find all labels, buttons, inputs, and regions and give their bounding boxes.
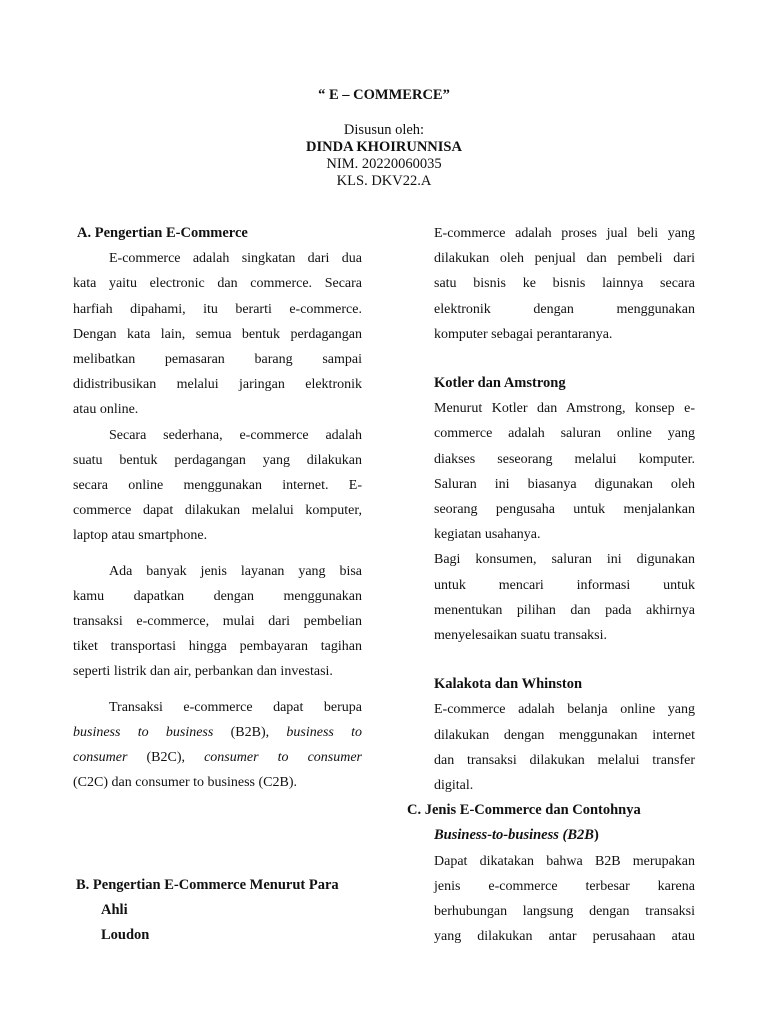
prepared-by: Disusun oleh:: [343, 122, 425, 138]
kotler-p1-line: Menurut Kotler dan Amstrong, konsep e-: [434, 401, 695, 417]
author-name: DINDA KHOIRUNNISA: [306, 139, 462, 155]
student-nim: NIM. 20220060035: [326, 156, 442, 172]
right-column: [407, 221, 695, 949]
section-b: [76, 873, 366, 949]
loudon-def-line: E-commerce adalah proses jual beli yang: [434, 226, 695, 241]
kalakota-line: dilakukan dengan menggunakan internet: [434, 727, 695, 743]
b2b-line: Dapat dikatakan bahwa B2B merupakan: [434, 853, 695, 869]
b2c-term-a: business to: [286, 724, 363, 740]
para-a2-line: Secara sederhana, e-commerce adalah: [109, 427, 362, 443]
kotler-p2-line: untuk mencari informasi untuk: [434, 577, 695, 593]
para-a4-line: Transaksi e-commerce dapat berupa: [109, 699, 362, 715]
kotler-p1-line: Saluran ini biasanya digunakan oleh: [434, 476, 695, 492]
b2b-heading-paren: ): [593, 827, 599, 844]
kotler-p1-line: kegiatan usahanya.: [434, 527, 541, 543]
student-class: KLS. DKV22.A: [336, 173, 432, 189]
para-a3-line: seperti listrik dan air, perbankan dan investasi.: [73, 664, 333, 680]
b2b-term: business to business: [73, 724, 214, 740]
b2b-line: jenis e-commerce terbesar karena: [434, 878, 695, 894]
para-a2-line: suatu bentuk perdagangan yang dilakukan: [73, 452, 362, 468]
para-a4-line: (C2C) dan consumer to business (C2B).: [73, 775, 297, 791]
c2c-term: consumer to consumer: [204, 750, 363, 766]
kalakota-line: digital.: [434, 778, 474, 794]
para-a1-line: didistribusikan melalui jaringan elektronik: [73, 377, 362, 393]
loudon-def-line: komputer sebagai perantaranya.: [434, 326, 613, 342]
para-a2-line: commerce dapat dilakukan melalui komputer,: [73, 503, 362, 519]
para-a3-line: tiket transportasi hingga pembayaran tagihan: [73, 639, 362, 655]
section-c-heading: C. Jenis E-Commerce dan Contohnya: [407, 802, 641, 819]
kotler-p1-line: diakses seseorang melalui komputer.: [434, 451, 695, 467]
b2b-line: berhubungan langsung dengan transaksi: [434, 904, 695, 920]
b2c-term-b: consumer: [73, 750, 128, 766]
section-a-heading: A. Pengertian E-Commerce: [77, 225, 248, 241]
para-a1-line: harfiah dipahami, itu berarti e-commerce.: [73, 301, 362, 317]
kotler-p2-line: Bagi konsumen, saluran ini digunakan: [434, 552, 695, 568]
para-a2-line: laptop atau smartphone.: [73, 528, 208, 544]
para-a1-line: E-commerce adalah singkatan dari dua: [109, 251, 362, 267]
para-a3-line: kamu dapatkan dengan menggunakan: [73, 588, 362, 604]
kalakota-line: E-commerce adalah belanja online yang: [434, 702, 695, 718]
kotler-heading: Kotler dan Amstrong: [434, 375, 566, 392]
left-column: [73, 221, 362, 795]
b2b-heading: [434, 823, 695, 848]
para-a3-line: Ada banyak jenis layanan yang bisa: [109, 563, 362, 579]
para-a1-line: Dengan kata lain, semua bentuk perdagangan: [73, 326, 362, 342]
kotler-p2-line: menentukan pilihan dan pada akhirnya: [434, 602, 695, 618]
para-a3-line: transaksi e-commerce, mulai dari pembelian: [73, 614, 362, 630]
para-a1-line: kata yaitu electronic dan commerce. Secara: [73, 276, 362, 292]
section-b-heading-cont: Ahli: [101, 902, 128, 919]
kalakota-line: dan transaksi dilakukan melalui transfer: [434, 752, 695, 768]
kotler-p1-line: seorang pengusaha untuk menjalankan: [434, 502, 695, 518]
b2b-line: yang dilakukan antar perusahaan atau: [434, 929, 695, 945]
kalakota-heading: Kalakota dan Whinston: [434, 676, 583, 693]
para-a4-line: [73, 720, 362, 745]
para-a4-line: [73, 745, 362, 770]
para-a1-line: atau online.: [73, 402, 139, 418]
para-a1-line: melibatkan pemasaran barang sampai: [73, 352, 362, 368]
loudon-def-line: satu bisnis ke bisnis lainnya secara: [434, 276, 695, 292]
loudon-def-line: dilakukan oleh penjual dan pembeli dari: [434, 251, 695, 267]
kotler-p2-line: menyelesaikan suatu transaksi.: [434, 628, 608, 644]
para-a2-line: secara online menggunakan internet. E-: [73, 478, 362, 494]
b2c-abbr: (B2C),: [146, 750, 186, 766]
kotler-p1-line: commerce adalah saluran online yang: [434, 426, 695, 442]
loudon-def-line: elektronik dengan menggunakan: [434, 301, 695, 317]
b2b-abbr: (B2B),: [230, 724, 270, 740]
loudon-heading: Loudon: [101, 927, 150, 944]
doc-title: “ E – COMMERCE”: [318, 87, 450, 103]
section-b-heading: B. Pengertian E-Commerce Menurut Para: [76, 877, 339, 893]
b2b-heading-text: Business-to-business (B2B: [434, 827, 594, 844]
